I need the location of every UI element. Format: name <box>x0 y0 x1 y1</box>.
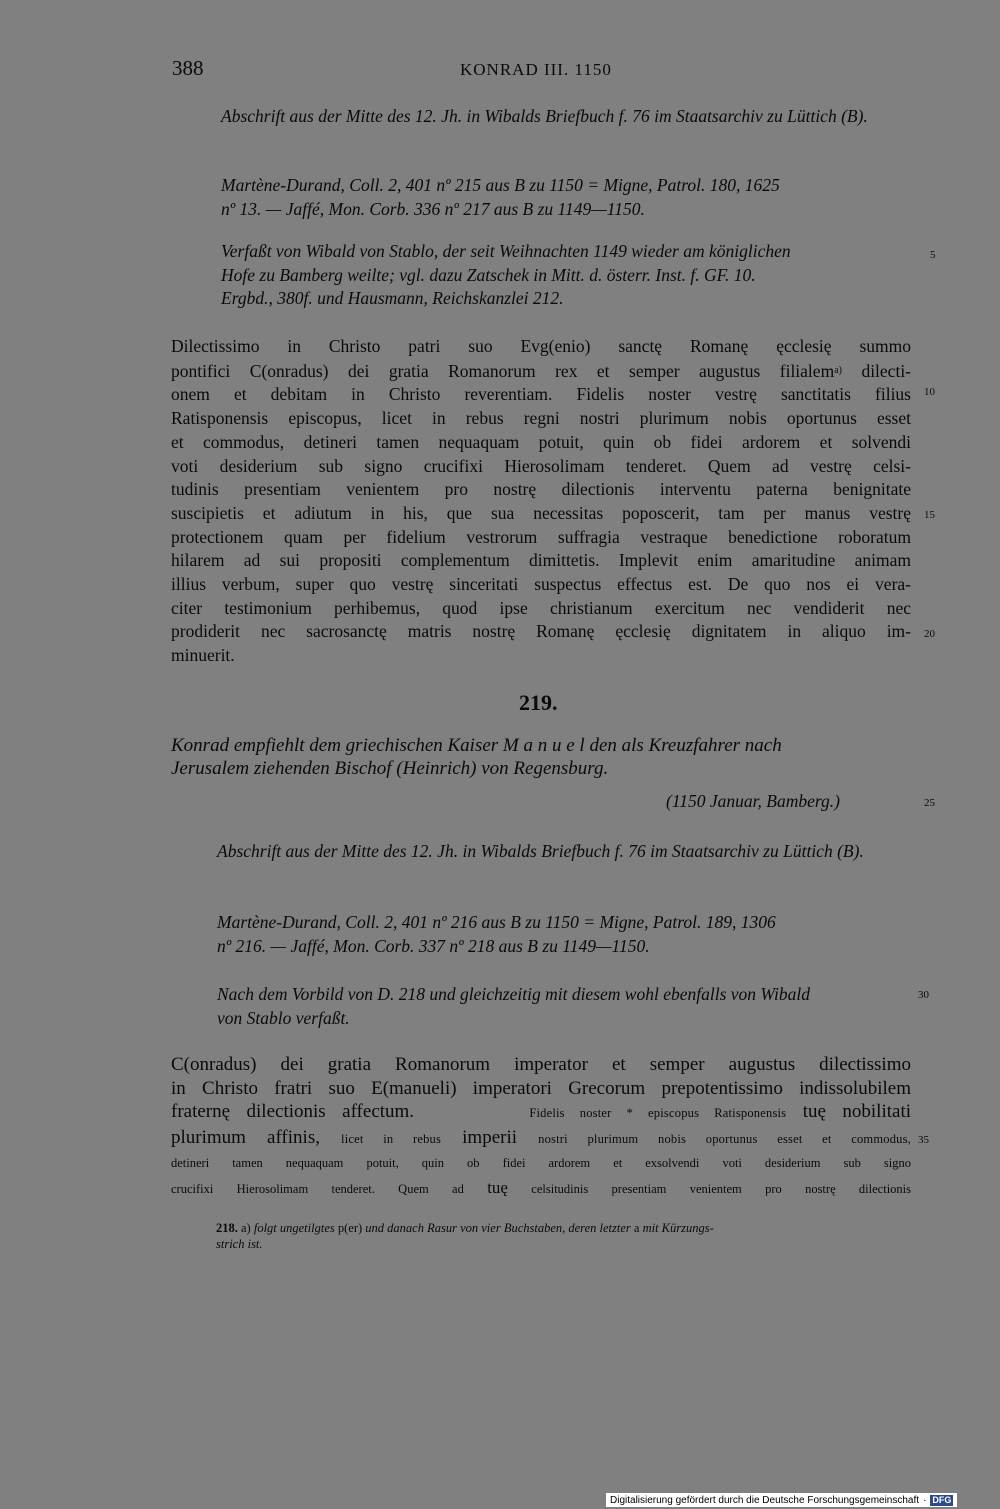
text-line <box>171 359 911 384</box>
line-number: 10 <box>924 386 935 398</box>
text-line: detineri tamen nequaquam potuit, quin ob fidei ardorem et exsolvendi voti desiderium sub signo <box>171 1156 911 1170</box>
doc219-commentary-line: von Stablo verfaßt. <box>217 1007 350 1028</box>
doc218-commentary-line: Ergbd., 380f. und Hausmann, Reichskanzlei 212. <box>221 288 564 308</box>
text-segment: tuę <box>487 1177 508 1197</box>
text-line: suscipietis et adiutum in his, que sua necessitas poposcerit, tam per manus vestrę <box>171 502 911 523</box>
regest-line: Jerusalem ziehenden Bischof (Heinrich) von Regensburg. <box>171 758 609 779</box>
doc218-editions-line: Martène-Durand, Coll. 2, 401 nº 215 aus B zu 1150 = Migne, Patrol. 180, 1625 <box>221 175 780 195</box>
text-segment-small: licet in rebus <box>341 1131 442 1146</box>
doc218-editions <box>221 174 921 221</box>
footnote-text: p(er) <box>337 1221 363 1235</box>
doc219-editions-line: nº 216. — Jaffé, Mon. Corb. 337 nº 218 aus B zu 1149—1150. <box>217 935 650 956</box>
text-line: C(onradus) dei gratia Romanorum imperator et semper augustus dilectissimo <box>171 1054 911 1075</box>
footnotes <box>216 1220 916 1252</box>
text-segment-small: celsitudinis presentiam venientem pro nostrę dilectionis <box>531 1181 912 1196</box>
doc218-tradition: Abschrift aus der Mitte des 12. Jh. in Wibalds Briefbuch f. 76 im Staatsarchiv zu Lüttich (B). <box>221 106 868 126</box>
line-number: 20 <box>924 628 935 640</box>
text-segment: imperii <box>462 1126 518 1148</box>
doc219-tradition: Abschrift aus der Mitte des 12. Jh. in Wibalds Briefbuch f. 76 im Staatsarchiv zu Lüttich (B). <box>217 841 864 861</box>
footnote-text: a <box>633 1221 640 1235</box>
text-segment: tuę nobilitati <box>802 1101 912 1122</box>
doc218-commentary <box>221 240 921 311</box>
text-segment-small: nostri plurimum nobis oportunus esset et commodus, <box>538 1131 912 1146</box>
doc218-commentary-line: Verfaßt von Wibald von Stablo, der seit Weihnachten 1149 wieder am königlichen <box>221 241 791 261</box>
text-line: hilarem ad sui propositi complementum dimittetis. Implevit enim amaritudine animam <box>171 550 911 571</box>
text-segment-small: crucifixi Hierosolimam tenderet. Quem ad <box>171 1181 464 1196</box>
doc219-commentary-line: Nach dem Vorbild von D. 218 und gleichzeitig mit diesem wohl ebenfalls von Wibald <box>217 984 810 1004</box>
text-line <box>171 1126 911 1152</box>
doc219-text-small <box>171 1152 911 1201</box>
text-line: voti desiderium sub signo crucifixi Hierosolimam tenderet. Quem ad vestrę celsi- <box>171 455 911 476</box>
line-number: 15 <box>924 509 935 521</box>
text-line: minuerit. <box>171 645 235 666</box>
text-line <box>171 1176 911 1202</box>
footnote-text: mit Kürzungs- <box>642 1221 714 1235</box>
running-title: KONRAD III. 1150 <box>460 60 612 79</box>
text-line: in Christo fratri suo E(manueli) imperatori Grecorum prepotentissimo indissolubilem <box>171 1077 911 1099</box>
doc219-editions-line: Martène-Durand, Coll. 2, 401 nº 216 aus B zu 1150 = Migne, Patrol. 189, 1306 <box>217 912 776 932</box>
line-number: 25 <box>924 797 935 809</box>
regest-line: Konrad empfiehlt dem griechischen Kaiser M a n u e l den als Kreuzfahrer nach <box>171 735 782 756</box>
line-number: 5 <box>930 249 936 261</box>
footnote-marker: a) <box>834 364 842 376</box>
doc219-commentary <box>217 983 917 1030</box>
footnote-marker: a) <box>241 1221 251 1235</box>
doc219-editions <box>217 911 917 958</box>
footnote-number: 218. <box>216 1221 238 1235</box>
text-segment-small: Fidelis noster * episcopus Ratisponensis <box>529 1106 787 1120</box>
dfg-credit-banner <box>606 1493 957 1507</box>
page-number: 388 <box>172 56 204 80</box>
doc218-text <box>171 335 911 668</box>
text-line: Ratisponensis episcopus, licet in rebus regni nostri plurimum nobis oportunus esset <box>171 408 911 429</box>
doc219-text <box>171 1053 911 1151</box>
text-line: prodiderit nec sacrosanctę matris nostrę Romanę ęcclesię dignitatem in aliquo im- <box>171 621 911 642</box>
dfg-logo-icon: DFG <box>932 1494 952 1505</box>
text-segment: plurimum affinis, <box>171 1126 320 1148</box>
footnote-text: und danach Rasur von vier Buchstaben, deren letzter <box>365 1221 631 1235</box>
footnote-text: folgt ungetilgtes <box>253 1221 335 1235</box>
footnote-line: strich ist. <box>216 1237 263 1251</box>
text-line: tudinis presentiam venientem pro nostrę dilectionis interventu paterna benignitate <box>171 479 911 500</box>
text-line: protectionem quam per fidelium vestrorum suffragia vestraque benedictione roboratum <box>171 526 911 547</box>
document-number: 219. <box>519 690 558 715</box>
text-segment: dilecti- <box>841 360 912 381</box>
doc219-date: (1150 Januar, Bamberg.) <box>666 791 841 811</box>
text-line: et commodus, detineri tamen nequaquam potuit, quin ob fidei ardorem et solvendi <box>171 431 911 452</box>
text-line <box>171 1100 911 1126</box>
text-segment: pontifici C(onradus) dei gratia Romanorum rex et semper augustus filialem <box>171 360 835 381</box>
text-line: illius verbum, super quo vestrę sinceritati suspectus effectus est. De quo nos ei vera- <box>171 574 911 595</box>
doc218-commentary-line: Hofe zu Bamberg weilte; vgl. dazu Zatschek in Mitt. d. österr. Inst. f. GF. 10. <box>221 264 756 285</box>
credit-text: Digitalisierung gefördert durch die Deutsche Forschungsgemeinschaft <box>610 1494 920 1506</box>
doc219-regest <box>171 734 916 780</box>
text-line: onem et debitam in Christo reverentiam. Fidelis noster vestrę sanctitatis filius <box>171 384 911 405</box>
text-segment: fraternę dilectionis affectum. <box>171 1101 415 1122</box>
doc218-editions-line: nº 13. — Jaffé, Mon. Corb. 336 nº 217 aus B zu 1149—1150. <box>221 198 645 219</box>
credit-separator: · <box>923 1494 927 1506</box>
text-line: Dilectissimo in Christo patri suo Evg(enio) sanctę Romanę ęcclesię summo <box>171 336 911 356</box>
line-number: 30 <box>918 989 929 1001</box>
line-number: 35 <box>918 1134 929 1146</box>
text-line: citer testimonium perhibemus, quod ipse christianum exercitum nec vendiderit nec <box>171 597 911 618</box>
footnote-line <box>216 1220 916 1236</box>
